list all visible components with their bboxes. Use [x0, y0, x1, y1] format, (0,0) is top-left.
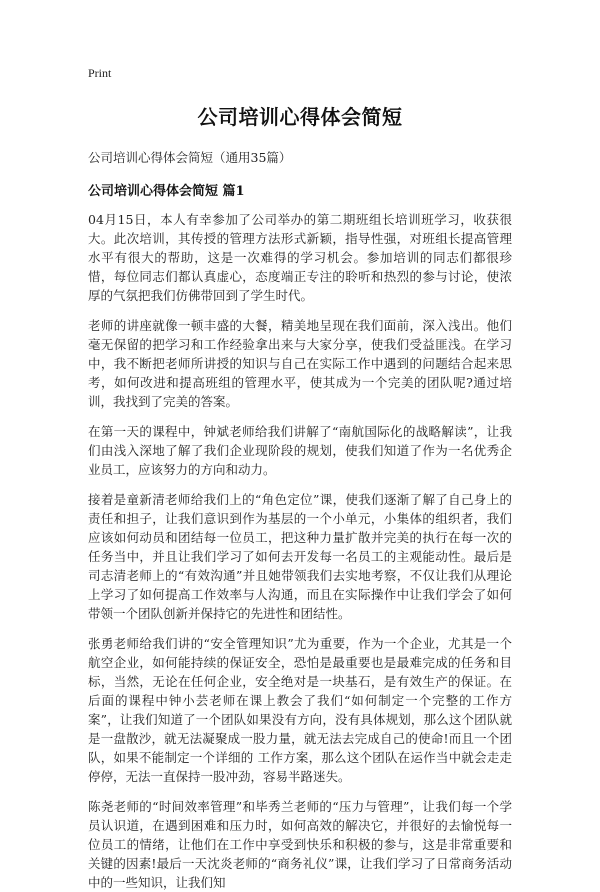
paragraph-1: 04月15日，本人有幸参加了公司举办的第二期班组长培训班学习，收获很大。此次培训，其传授的管理方法形式新颖，指导性强，对班组长提高管理水平有很大的帮助，这是一次难得的学习机会。参加培训的同志们都很珍惜，每位同志们都认真虚心，态度端正专注的聆听和热烈的参与讨论，使浓厚的气氛把我们仿佛带回到了学生时代。 [88, 212, 512, 303]
paragraph-5: 张勇老师给我们讲的“安全管理知识”尤为重要，作为一个企业，尤其是一个航空企业，如何能持续的保证安全，恐怕是最重要也是最难完成的任务和目标，当然，无论在任何企业，安全绝对是一块基石，是有效生产的保证。在后面的课程中钟小芸老师在课上教会了我们“如何制定一个完整的工作方案”，让我们知道了一个团队如果没有方向，没有具体规划，那么这个团队就是一盘散沙，就无法凝聚成一股力量，就无法去完成自己的使命!而且一个团队，如果不能制定一个详细的 工作方案，那么这个团队在运作当中就会走走停停，无法一直保持一股冲劲，容易半路迷失。 [88, 636, 512, 784]
document-subtitle: 公司培训心得体会简短（通用35篇） [88, 150, 292, 165]
paragraph-4: 接着是童新清老师给我们上的“角色定位”课，使我们逐渐了解了自己身上的责任和担子，让我们意识到作为基层的一个小单元，小集体的组织者，我们应该如何动员和团结每一位员工，把这种力量扩散并完美的执行在每一次的任务当中，并且让我们学习了如何去开发每一名员工的主观能动性。最后是司志清老师上的“有效沟通”并且她带领我们去实地考察，不仅让我们从理论上学习了如何提高工作效率与人沟通，而且在实际操作中让我们学会了如何带领一个团队创新并保持它的先进性和团结性。 [88, 492, 512, 621]
print-link[interactable]: Print [88, 66, 112, 80]
section-heading: 公司培训心得体会简短 篇1 [88, 184, 245, 199]
paragraph-3: 在第一天的课程中，钟斌老师给我们讲解了“南航国际化的战略解读”，让我们由浅入深地了解了我们企业现阶段的规划，使我们知道了作为一名优秀企业员工，应该努力的方向和动力。 [88, 424, 512, 477]
document-title: 公司培训心得体会简短 [197, 105, 403, 129]
paragraph-6: 陈尧老师的“时间效率管理”和毕秀兰老师的“压力与管理”，让我们每一个学员认识道，在遇到困难和压力时，如何高效的解决它，并很好的去愉悦每一位员工的情绪，让他们在工作中享受到快乐和积极的参与，这是非常重要和关键的因素!最后一天沈炎老师的“商务礼仪”课，让我们学习了日常商务活动中的一些知识，让我们知 [88, 799, 512, 890]
paragraph-2: 老师的讲座就像一顿丰盛的大餐，精美地呈现在我们面前，深入浅出。他们毫无保留的把学习和工作经验拿出来与大家分享，使我们受益匪浅。在学习中，我不断把老师所讲授的知识与自己在实际工作中遇到的问题结合起来思考，如何改进和提高班组的管理水平，使其成为一个完美的团队呢?通过培训，我找到了完美的答案。 [88, 318, 512, 409]
